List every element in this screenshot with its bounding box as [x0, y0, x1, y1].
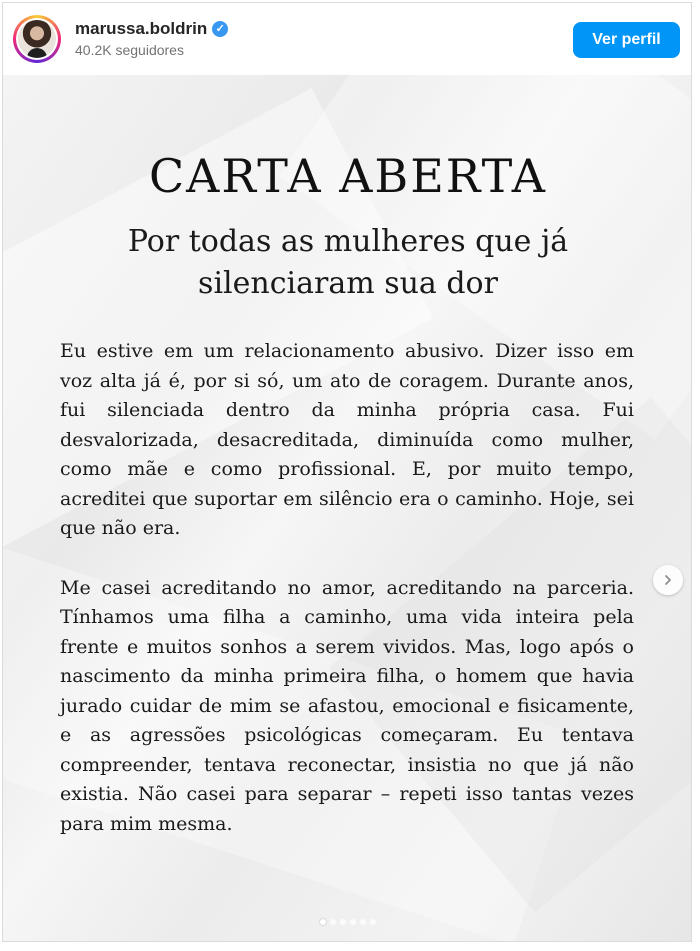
verified-badge-icon: ✓ [212, 21, 228, 37]
carousel-next-button[interactable] [653, 565, 683, 595]
username[interactable]: marussa.boldrin [75, 19, 208, 38]
avatar[interactable] [13, 15, 61, 63]
view-profile-button[interactable]: Ver perfil [573, 22, 680, 58]
post-subtitle: Por todas as mulheres que já silenciaram sua dor [127, 224, 569, 301]
post-title: CARTA ABERTA [148, 149, 548, 203]
post-body [60, 337, 634, 839]
user-info [75, 19, 228, 58]
carousel-dot [340, 919, 346, 925]
carousel-dot [330, 919, 336, 925]
carousel-dot [360, 919, 366, 925]
post-paragraph: Eu estive em um relacionamento abusivo. Dizer isso em voz alta já é, por si só, um ato de coragem. Durante anos, fui silenciada dentro da minha própria casa. Fui desvalorizada, desacreditada, diminuída como mulher, como mãe e como profissional. E, por muito tempo, acreditei que suportar em silêncio era o caminho. Hoje, sei que não era. [60, 340, 634, 539]
carousel-dot [350, 919, 356, 925]
carousel-dot [370, 919, 376, 925]
carousel-dot [320, 919, 326, 925]
carousel-indicator [3, 919, 692, 925]
avatar-photo [18, 20, 56, 58]
chevron-right-icon [662, 574, 674, 586]
post-image[interactable] [3, 75, 692, 942]
post-paragraph: Me casei acreditando no amor, acreditando na parceria. Tínhamos uma filha a caminho, uma vida inteira pela frente e muitos sonhos a serem vividos. Mas, logo após o nascimento da minha primeira filha, o homem que havia jurado cuidar de mim se afastou, emocional e fisicamente, e as agressões psicológicas começaram. Eu tentava compreender, tentava reconectar, insistia no que já não existia. Não casei para separar – repeti isso tantas vezes para mim mesma. [60, 576, 634, 835]
instagram-post-embed [2, 2, 692, 942]
post-header [3, 3, 692, 75]
followers-count: 40.2K seguidores [75, 42, 184, 58]
